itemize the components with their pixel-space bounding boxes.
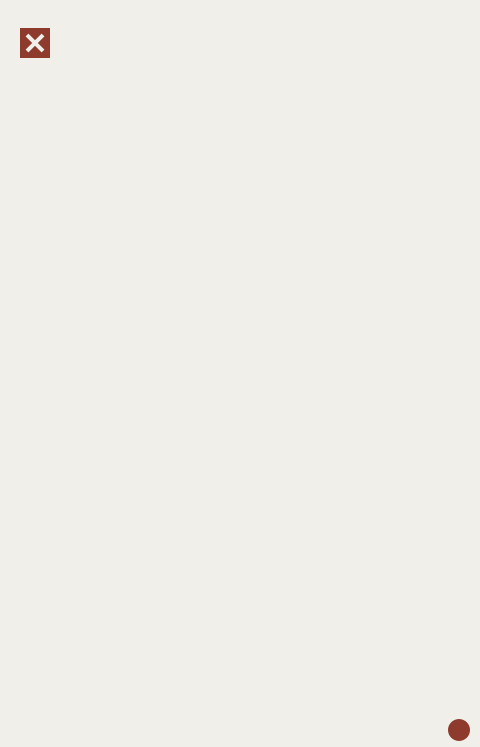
page-header: [20, 28, 60, 58]
page-footer: [432, 719, 470, 741]
cross-logo-icon: [20, 28, 50, 58]
page-number: [448, 719, 470, 741]
